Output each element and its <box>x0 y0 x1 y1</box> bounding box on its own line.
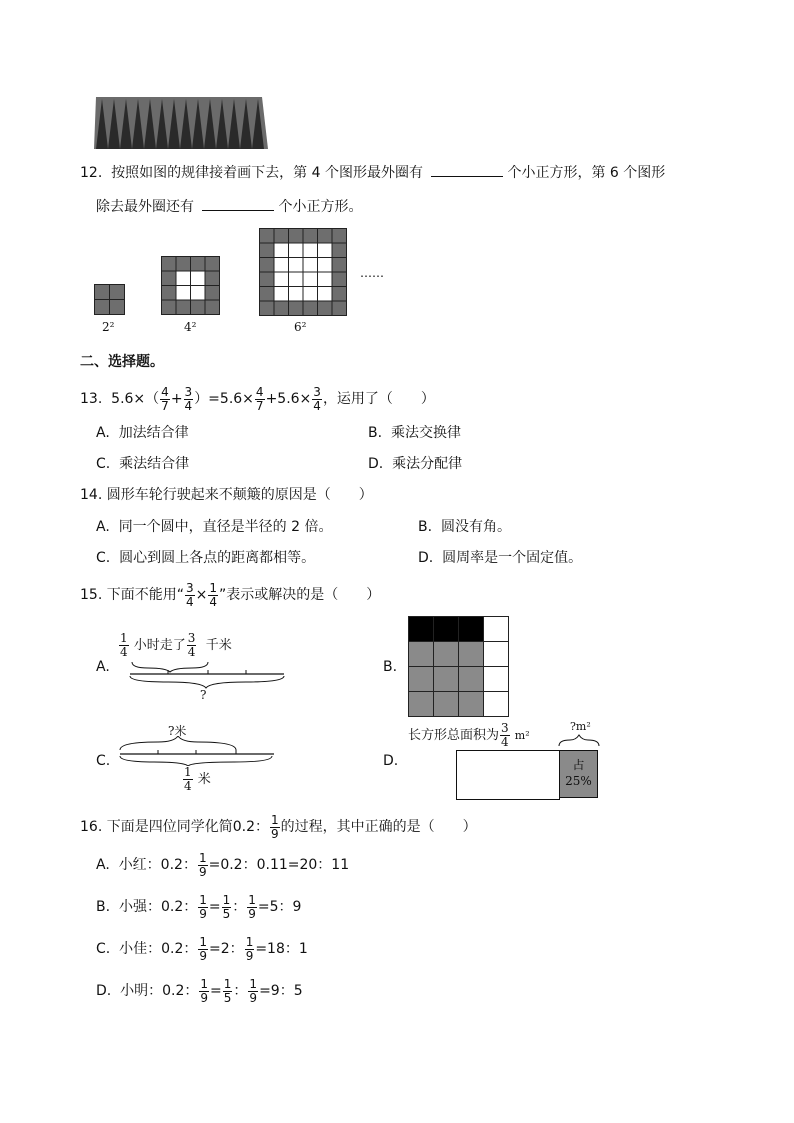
option-a-diagram: $\frac{1}{4}$ 小时走了 $\frac{3}{4}$ 千米 ? <box>118 632 288 702</box>
answer-blank-1[interactable] <box>431 162 503 177</box>
q12-line1: 12. 按照如图的规律接着画下去，第 4 个图形最外圈有 个小正方形，第 6 个图形 <box>80 162 665 183</box>
option-c[interactable]: C. 小佳：0.2： $\frac{1}{9}$ =2： $\frac{1}{9}$ =18：1 <box>96 934 308 963</box>
option-a[interactable]: A. 加法结合律 <box>96 425 189 441</box>
option-c[interactable]: C. <box>96 753 111 769</box>
fraction: $\frac{3}{4}$ <box>313 384 321 413</box>
option-c[interactable]: C. 乘法结合律 <box>96 456 190 472</box>
option-a[interactable]: A. <box>96 659 110 675</box>
section-title: 二、选择题。 <box>80 354 164 370</box>
caption-6-squared: 6² <box>294 320 307 334</box>
answer-blank-2[interactable] <box>202 196 274 211</box>
option-a[interactable]: A. 小红：0.2： $\frac{1}{9}$ =0.2：0.11=20：11 <box>96 850 350 879</box>
option-b[interactable]: B. <box>383 659 398 675</box>
fraction: $\frac{3}{4}$ <box>185 580 194 609</box>
option-d[interactable]: D. <box>383 753 399 769</box>
grid-2x2 <box>94 284 126 316</box>
q14-stem: 14. 圆形车轮行驶起来不颠簸的原因是（ ） <box>80 487 373 503</box>
option-d[interactable]: D. 乘法分配律 <box>368 456 463 472</box>
option-b-grid <box>408 616 510 718</box>
option-c[interactable]: C. 圆心到圆上各点的距离都相等。 <box>96 550 316 566</box>
option-b[interactable]: B. 乘法交换律 <box>368 425 461 441</box>
option-b[interactable]: B. 小强：0.2： $\frac{1}{9}$ = $\frac{1}{5}$ ： $\frac{1}{9}$ =5：9 <box>96 892 302 921</box>
q16-stem: 16. 下面是四位同学化简0.2： $\frac{1}{9}$ 的过程，其中正确的是（ ） <box>80 812 477 841</box>
q12-line2: 除去最外圈还有 个小正方形。 <box>96 196 362 217</box>
ellipsis: …… <box>360 266 384 280</box>
q12-number: 12. <box>80 165 103 181</box>
q15-stem: 15. 下面不能用“ $\frac{3}{4}$ × $\frac{1}{4}$ ”表示或解决的是（ ） <box>80 580 381 609</box>
square-pattern-figure <box>88 228 384 338</box>
option-d[interactable]: D. 圆周率是一个固定值。 <box>418 550 583 566</box>
fraction: $\frac{1}{4}$ <box>209 580 217 609</box>
caption-4-squared: 4² <box>184 320 197 334</box>
fraction: $\frac{4}{7}$ <box>255 384 264 413</box>
q13-stem: 13. 5.6×（ $\frac{4}{7}$ + $\frac{3}{4}$ ）=5.6× $\frac{4}{7}$ +5.6× $\frac{3}{4}$ ，运用了（ ） <box>80 384 435 413</box>
grid-6x6 <box>259 228 347 316</box>
fraction: $\frac{4}{7}$ <box>161 384 169 413</box>
option-b[interactable]: B. 圆没有角。 <box>418 519 511 535</box>
option-a[interactable]: A. 同一个圆中，直径是半径的 2 倍。 <box>96 519 333 535</box>
option-d[interactable]: D. 小明：0.2： $\frac{1}{9}$ = $\frac{1}{5}$ ： $\frac{1}{9}$ =9：5 <box>96 976 303 1005</box>
fraction: $\frac{3}{4}$ <box>184 384 193 413</box>
caption-2-squared: 2² <box>102 320 115 334</box>
grid-4x4 <box>161 256 221 316</box>
sawtooth-figure <box>92 95 272 151</box>
option-d-diagram: 长方形总面积为 $\frac{3}{4}$ m² ?m² 占 25% <box>408 718 604 802</box>
option-c-diagram: ?米 $\frac{1}{4}$ 米 <box>118 722 278 797</box>
